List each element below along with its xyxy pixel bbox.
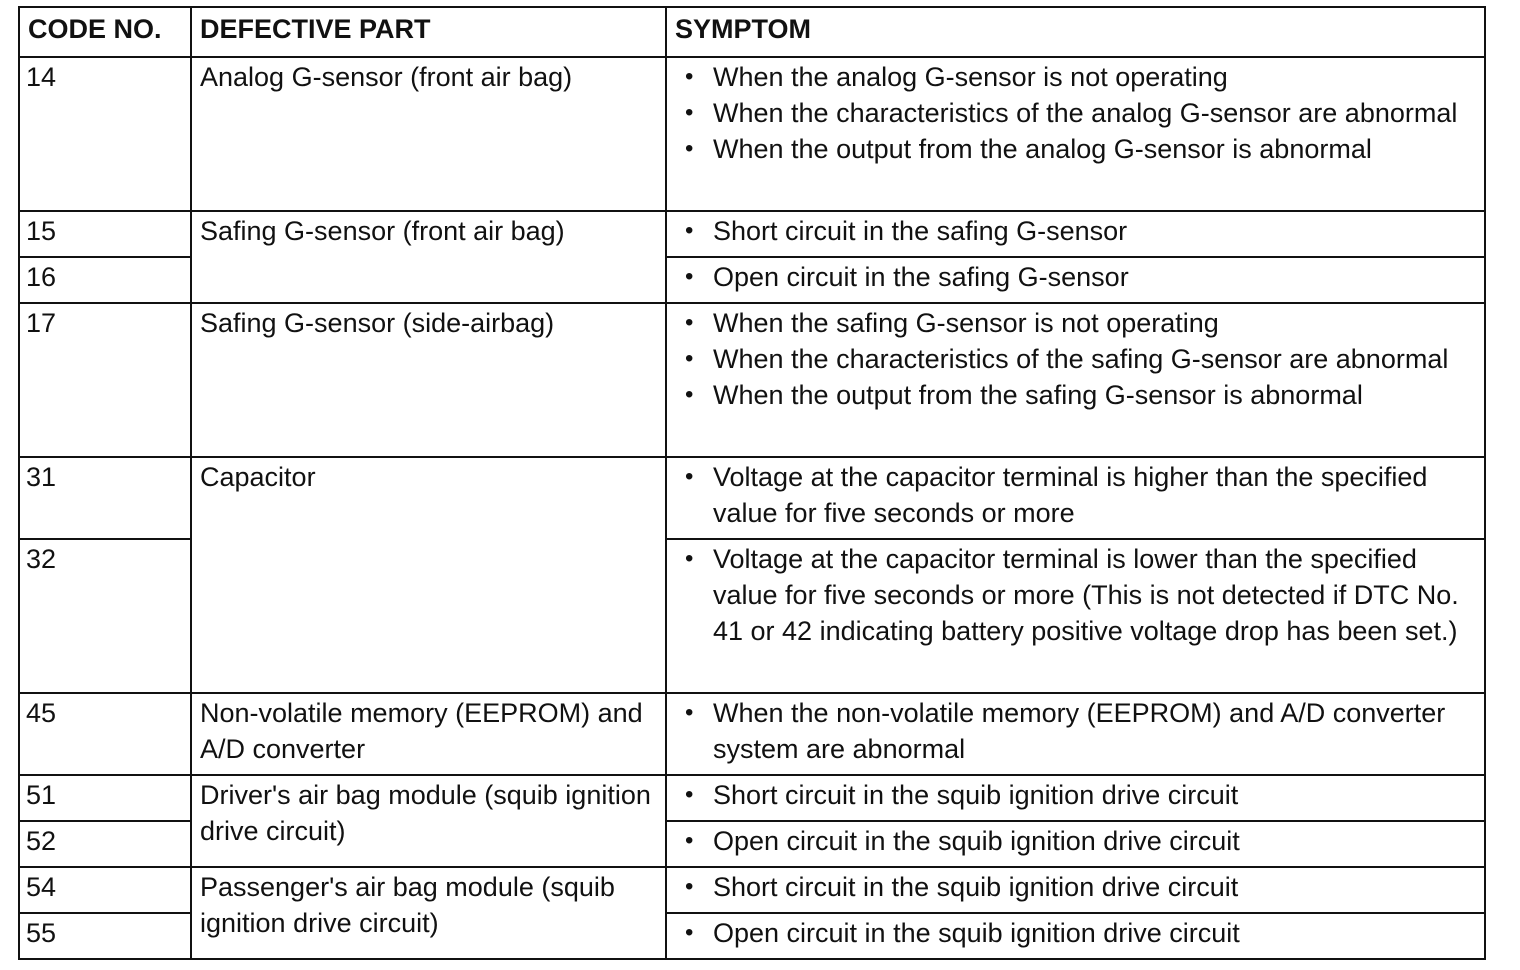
symptom-item: • Open circuit in the squib ignition drive circuit: [675, 823, 1478, 859]
symptom-cell: [666, 303, 1485, 457]
defective-part-cell: Analog G-sensor (front air bag): [191, 57, 666, 211]
symptom-item: • When the output from the safing G-sensor is abnormal: [675, 377, 1478, 413]
symptom-cell: [666, 457, 1485, 539]
symptom-cell: [666, 257, 1485, 303]
symptom-cell: [666, 913, 1485, 959]
table-row: [19, 457, 1485, 539]
symptom-cell: [666, 539, 1485, 693]
symptom-item: • Open circuit in the squib ignition drive circuit: [675, 915, 1478, 951]
header-defective-part: DEFECTIVE PART: [191, 7, 666, 57]
symptom-cell: [666, 57, 1485, 211]
symptom-cell: [666, 693, 1485, 775]
symptom-item: • Short circuit in the safing G-sensor: [675, 213, 1478, 249]
defective-part-cell: Capacitor: [191, 457, 666, 693]
table-row: [19, 693, 1485, 775]
table-row: [19, 211, 1485, 257]
symptom-item: • When the output from the analog G-sensor is abnormal: [675, 131, 1478, 167]
defective-part-cell: Driver's air bag module (squib ignition drive circuit): [191, 775, 666, 867]
symptom-item: • Short circuit in the squib ignition drive circuit: [675, 869, 1478, 905]
defective-part-cell: Safing G-sensor (front air bag): [191, 211, 666, 303]
table-row: [19, 303, 1485, 457]
code-cell: 55: [19, 913, 191, 959]
code-cell: 31: [19, 457, 191, 539]
symptom-item: • Short circuit in the squib ignition drive circuit: [675, 777, 1478, 813]
code-cell: 16: [19, 257, 191, 303]
symptom-item: • Voltage at the capacitor terminal is lower than the specified value for five seconds or more (This is not detected if DTC No. 41 or 42 indicating battery positive voltage drop has been set.): [675, 541, 1478, 649]
table-row: [19, 867, 1485, 913]
symptom-item: • When the analog G-sensor is not operating: [675, 59, 1478, 95]
header-code: CODE NO.: [19, 7, 191, 57]
symptom-cell: [666, 775, 1485, 821]
table-row: [19, 775, 1485, 821]
code-cell: 45: [19, 693, 191, 775]
code-cell: 15: [19, 211, 191, 257]
symptom-item: • When the non-volatile memory (EEPROM) and A/D converter system are abnormal: [675, 695, 1478, 767]
code-cell: 51: [19, 775, 191, 821]
defective-part-cell: Safing G-sensor (side-airbag): [191, 303, 666, 457]
symptom-cell: [666, 867, 1485, 913]
symptom-item: • When the characteristics of the safing G-sensor are abnormal: [675, 341, 1478, 377]
code-cell: 54: [19, 867, 191, 913]
header-row: [19, 7, 1485, 57]
table-row: [19, 57, 1485, 211]
code-cell: 14: [19, 57, 191, 211]
symptom-item: • When the characteristics of the analog G-sensor are abnormal: [675, 95, 1478, 131]
symptom-cell: [666, 211, 1485, 257]
code-cell: 52: [19, 821, 191, 867]
symptom-cell: [666, 821, 1485, 867]
header-symptom: SYMPTOM: [666, 7, 1485, 57]
defective-part-cell: Passenger's air bag module (squib ignition drive circuit): [191, 867, 666, 959]
code-cell: 32: [19, 539, 191, 693]
dtc-table: [18, 6, 1486, 960]
defective-part-cell: Non-volatile memory (EEPROM) and A/D converter: [191, 693, 666, 775]
symptom-item: • When the safing G-sensor is not operating: [675, 305, 1478, 341]
symptom-item: • Open circuit in the safing G-sensor: [675, 259, 1478, 295]
symptom-item: • Voltage at the capacitor terminal is higher than the specified value for five seconds or more: [675, 459, 1478, 531]
code-cell: 17: [19, 303, 191, 457]
